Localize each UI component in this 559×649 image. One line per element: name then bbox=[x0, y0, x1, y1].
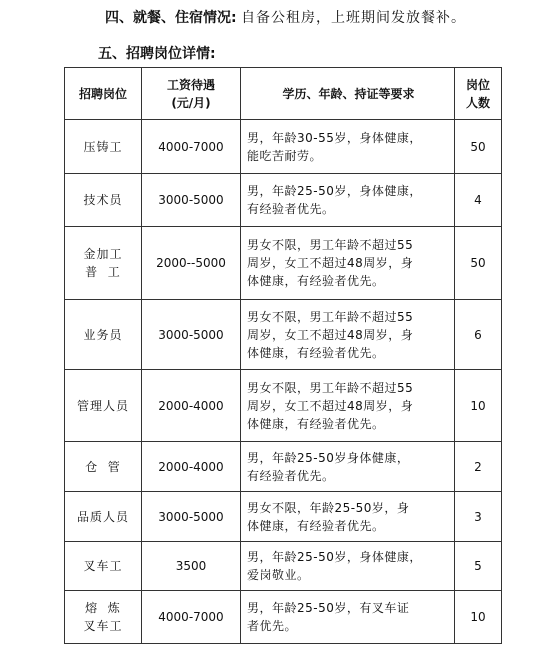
section-4-line bbox=[105, 8, 466, 28]
cell-count: 2 bbox=[455, 442, 502, 492]
cell-requirements bbox=[241, 370, 455, 442]
cell-salary: 2000--5000 bbox=[142, 227, 241, 300]
header-count-line2: 人数 bbox=[465, 95, 490, 110]
requirement-line: 有经验者优先。 bbox=[247, 468, 335, 483]
requirement-line: 周岁，女工不超过48周岁，身 bbox=[247, 398, 414, 413]
cell-requirements bbox=[241, 300, 455, 370]
table-header-row bbox=[65, 68, 502, 120]
position-text: 管理人员 bbox=[76, 398, 129, 413]
requirement-line: 体健康，有经验者优先。 bbox=[247, 518, 385, 533]
table-row bbox=[65, 300, 502, 370]
position-text: 压铸工 bbox=[83, 139, 123, 154]
cell-position bbox=[65, 442, 142, 492]
cell-position bbox=[65, 370, 142, 442]
table-row bbox=[65, 591, 502, 644]
header-count-line1: 岗位 bbox=[465, 77, 490, 92]
requirement-line: 体健康，有经验者优先。 bbox=[247, 345, 385, 360]
position-text: 熔 炼 bbox=[85, 601, 121, 615]
cell-salary: 3500 bbox=[142, 542, 241, 591]
requirement-line: 男，年龄30-55岁，身体健康， bbox=[247, 130, 422, 145]
requirement-line: 有经验者优先。 bbox=[247, 202, 335, 216]
cell-count: 10 bbox=[455, 370, 502, 442]
cell-position bbox=[65, 591, 142, 644]
header-count bbox=[455, 68, 502, 120]
requirement-line: 男，年龄25-50岁身体健康， bbox=[247, 450, 410, 465]
cell-requirements bbox=[241, 174, 455, 227]
cell-salary: 3000-5000 bbox=[142, 300, 241, 370]
cell-count: 4 bbox=[455, 174, 502, 227]
cell-requirements bbox=[241, 120, 455, 174]
table-row bbox=[65, 442, 502, 492]
requirement-line: 男女不限，男工年龄不超过55 bbox=[247, 309, 414, 324]
cell-count: 50 bbox=[455, 120, 502, 174]
cell-requirements bbox=[241, 227, 455, 300]
header-requirements: 学历、年龄、持证等要求 bbox=[241, 68, 455, 120]
cell-requirements bbox=[241, 591, 455, 644]
cell-position bbox=[65, 174, 142, 227]
job-table bbox=[64, 67, 502, 644]
requirement-line: 男女不限，男工年龄不超过55 bbox=[247, 238, 414, 252]
table-row bbox=[65, 492, 502, 542]
table-row bbox=[65, 370, 502, 442]
requirement-line: 男女不限，男工年龄不超过55 bbox=[247, 380, 414, 395]
position-text: 技术员 bbox=[83, 193, 123, 207]
header-salary bbox=[142, 68, 241, 120]
cell-position bbox=[65, 300, 142, 370]
cell-position bbox=[65, 120, 142, 174]
header-salary-line1: 工资待遇 bbox=[166, 77, 215, 92]
requirement-line: 体健康，有经验者优先。 bbox=[247, 274, 385, 288]
section-4-text: 自备公租房，上班期间发放餐补。 bbox=[241, 10, 467, 26]
cell-count: 6 bbox=[455, 300, 502, 370]
cell-requirements bbox=[241, 542, 455, 591]
cell-position bbox=[65, 227, 142, 300]
requirement-line: 能吃苦耐劳。 bbox=[247, 148, 323, 163]
cell-requirements bbox=[241, 442, 455, 492]
cell-salary: 3000-5000 bbox=[142, 174, 241, 227]
cell-salary: 3000-5000 bbox=[142, 492, 241, 542]
section-4-heading: 四、就餐、住宿情况: bbox=[105, 10, 237, 26]
table-row bbox=[65, 542, 502, 591]
requirement-line: 爱岗敬业。 bbox=[247, 568, 310, 582]
requirement-line: 者优先。 bbox=[247, 619, 298, 633]
requirement-line: 男女不限，年龄25-50岁，身 bbox=[247, 500, 410, 515]
section-5-line bbox=[98, 44, 216, 64]
cell-position bbox=[65, 492, 142, 542]
cell-count: 3 bbox=[455, 492, 502, 542]
cell-salary: 4000-7000 bbox=[142, 120, 241, 174]
table-body bbox=[65, 120, 502, 644]
section-5-heading: 五、招聘岗位详情: bbox=[98, 46, 216, 62]
requirement-line: 男，年龄25-50岁，身体健康， bbox=[247, 184, 422, 198]
requirement-line: 男，年龄25-50岁，身体健康， bbox=[247, 550, 422, 564]
requirement-line: 体健康，有经验者优先。 bbox=[247, 416, 385, 431]
cell-requirements bbox=[241, 492, 455, 542]
requirement-line: 周岁，女工不超过48周岁，身 bbox=[247, 256, 414, 270]
cell-salary: 2000-4000 bbox=[142, 370, 241, 442]
cell-count: 10 bbox=[455, 591, 502, 644]
cell-count: 50 bbox=[455, 227, 502, 300]
requirement-line: 男，年龄25-50岁，有叉车证 bbox=[247, 601, 410, 615]
cell-count: 5 bbox=[455, 542, 502, 591]
table-row bbox=[65, 174, 502, 227]
header-position: 招聘岗位 bbox=[65, 68, 142, 120]
cell-salary: 4000-7000 bbox=[142, 591, 241, 644]
table-row bbox=[65, 120, 502, 174]
header-salary-line2: (元/月) bbox=[171, 95, 211, 110]
cell-position bbox=[65, 542, 142, 591]
table-row bbox=[65, 227, 502, 300]
requirement-line: 周岁，女工不超过48周岁，身 bbox=[247, 327, 414, 342]
cell-salary: 2000-4000 bbox=[142, 442, 241, 492]
position-text: 叉车工 bbox=[83, 619, 123, 633]
position-text: 金加工 bbox=[83, 247, 123, 261]
position-text: 叉车工 bbox=[83, 559, 123, 573]
position-text: 仓 管 bbox=[85, 459, 121, 474]
position-text: 品质人员 bbox=[76, 509, 129, 524]
position-text: 业务员 bbox=[83, 327, 123, 342]
position-text: 普 工 bbox=[85, 265, 121, 279]
